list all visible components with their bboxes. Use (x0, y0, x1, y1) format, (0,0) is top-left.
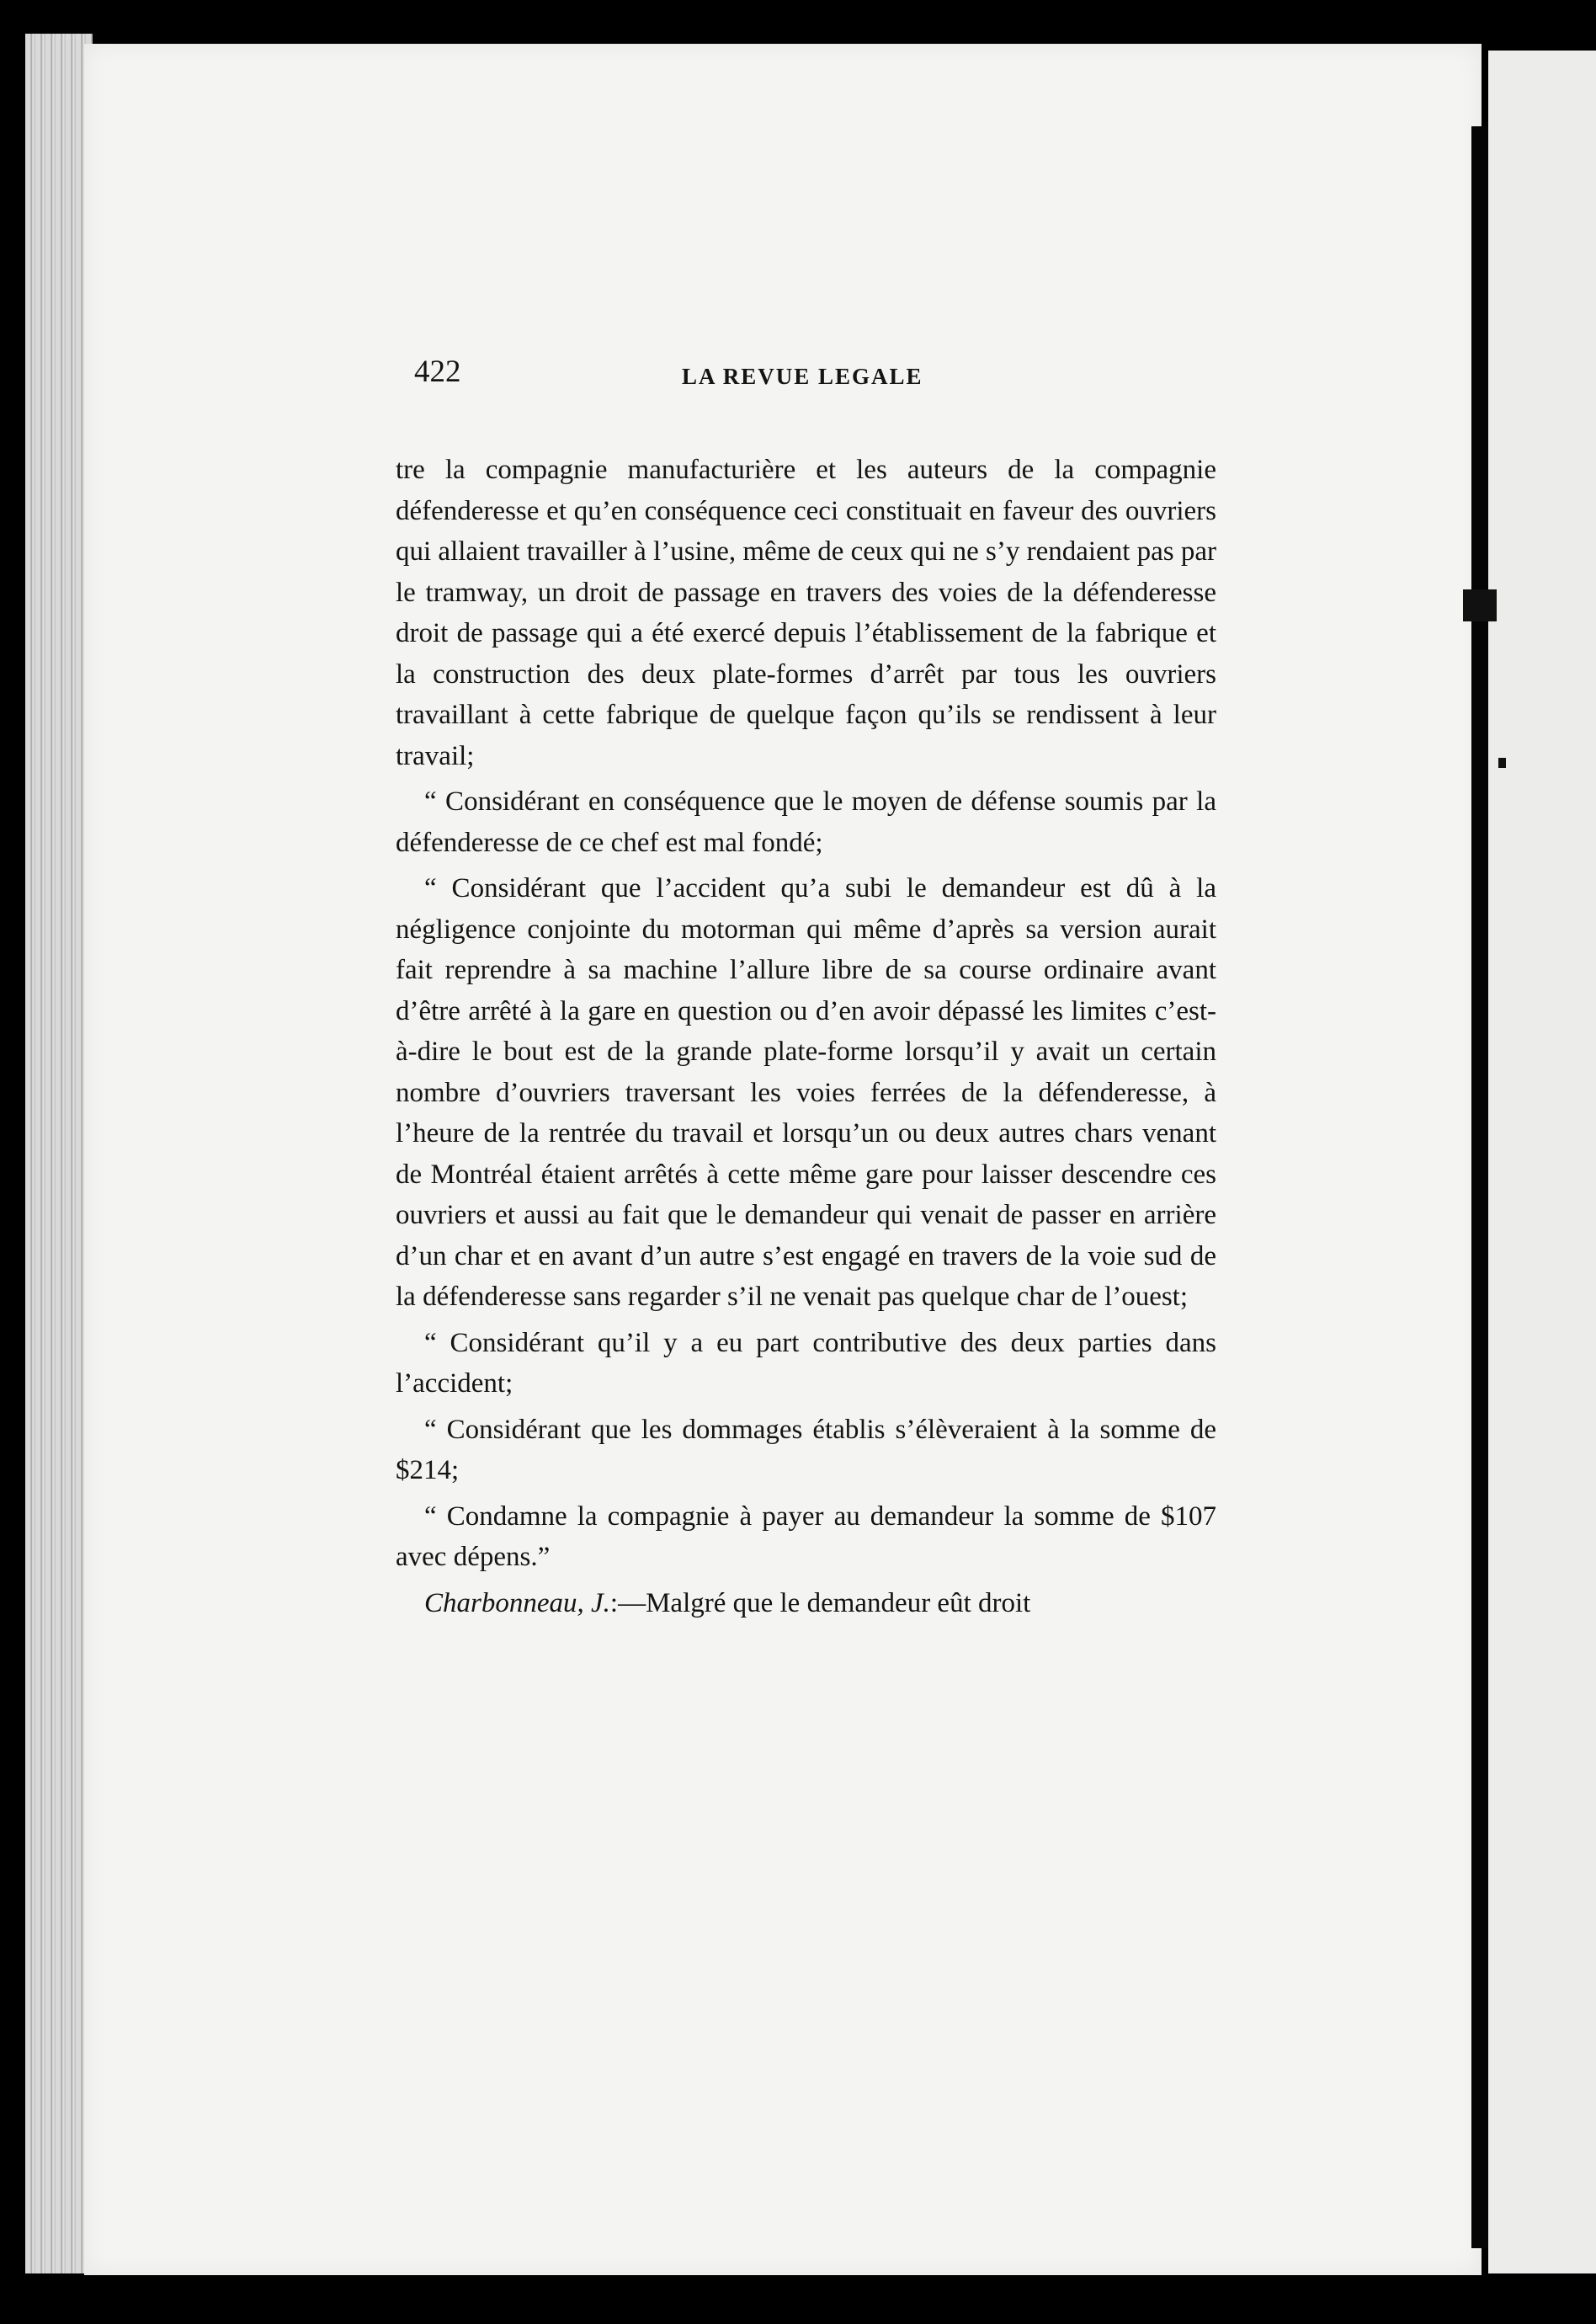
index-tab-mark (1463, 589, 1497, 621)
judge-opinion-text: :—Malgré que le demandeur eût droit (609, 1587, 1031, 1618)
next-page-edge (1488, 51, 1596, 2273)
journal-title: LA REVUE LEGALE (682, 364, 923, 389)
dot-mark (1498, 758, 1506, 768)
book-spine-shadow (1471, 126, 1488, 2248)
judge-name: Charbonneau, J. (424, 1587, 610, 1618)
paragraph-condamne: “ Condamne la compagnie à payer au demandeur la somme de $107 avec dépens.” (396, 1500, 1216, 1572)
paragraph-continuation: tre la compagnie manufacturière et les auteurs de la compagnie défenderesse et qu’en conséquence ceci constituait en faveur des ouvriers qui allaient travailler à l’usine, même de ceux qui ne s’y rendaient pas par le tramway, un droit de passage en travers des voies de la défenderesse droit de passage qui a été exercé depuis l’établissement de la fabrique et la construction des deux plate-formes d’arrêt par tous les ouvriers travaillant à cette fabrique de quelque façon qu’ils se rendissent à leur travail; (396, 455, 1216, 771)
running-head (396, 354, 1216, 404)
page-number: 422 (414, 354, 461, 389)
paragraph-considerant-contributive: “ Considérant qu’il y a eu part contributive des deux parties dans l’accident; (396, 1327, 1216, 1399)
paragraph-judge-opinion (396, 1583, 1216, 1624)
paragraph-considerant-defense: “ Considérant en conséquence que le moyen de défense soumis par la défenderesse de ce chef est mal fondé; (396, 786, 1216, 858)
paragraph-considerant-damages: “ Considérant que les dommages établis s’élèveraient à la somme de $214; (396, 1414, 1216, 1485)
stacked-page-edges (25, 34, 93, 2273)
page-content (396, 354, 1216, 1628)
body-text (396, 450, 1216, 1623)
paragraph-considerant-accident: “ Considérant que l’accident qu’a subi le demandeur est dû à la négligence conjointe du motorman qui même d’après sa version aurait fait reprendre à sa machine l’allure libre de sa course ordinaire avant d’être arrêté à la gare en question ou d’en avoir dépassé les limites c’est-à-dire le bout est de la grande plate-forme lorsqu’il y avait un certain nombre d’ouvriers traversant les voies ferrées de la défenderesse, à l’heure de la rentrée du travail et lorsqu’un ou deux autres chars venant de Montréal étaient arrêtés à cette même gare pour laisser descendre ces ouvriers et aussi au fait que le demandeur qui venait de passer en arrière d’un char et en avant d’un autre s’est engagé en travers de la voie sud de la défenderesse sans regarder s’il ne venait pas quelque char de l’ouest; (396, 873, 1216, 1312)
